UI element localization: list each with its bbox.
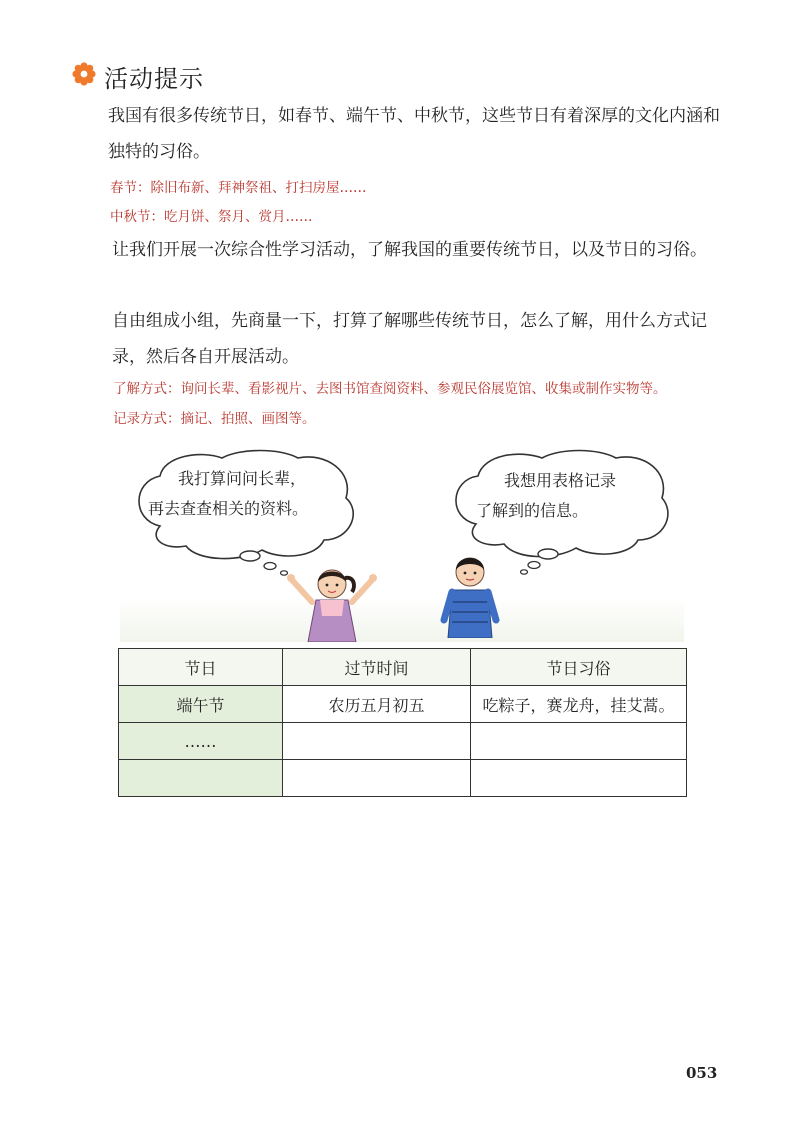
table-cell: 吃粽子，赛龙舟，挂艾蒿。	[471, 686, 687, 723]
festival-customs-table	[118, 648, 687, 797]
girl-thought-bubble	[130, 448, 360, 578]
spring-festival-hint: 春节：除旧布新、拜神祭祖、打扫房屋……	[110, 180, 367, 196]
header-time: 过节时间	[283, 649, 471, 686]
section-heading	[72, 60, 204, 92]
table-row	[119, 723, 687, 760]
girl-illustration	[282, 560, 382, 642]
girl-bubble-line-1: 我打算问问长辈，	[178, 469, 307, 488]
header-customs: 节日习俗	[471, 649, 687, 686]
group-paragraph: 自由组成小组，先商量一下，打算了解哪些传统节日，怎么了解，用什么方式记录，然后各自开展活动。	[112, 311, 707, 367]
records-hint: 记录方式：摘记、拍照、画图等。	[113, 411, 316, 427]
table-cell	[119, 760, 283, 797]
table-header-row	[119, 649, 687, 686]
table-cell: 农历五月初五	[283, 686, 471, 723]
table-cell: ……	[119, 723, 283, 760]
table-cell: 端午节	[119, 686, 283, 723]
table-row	[119, 686, 687, 723]
section-title: 活动提示	[104, 64, 204, 93]
table-cell	[283, 760, 471, 797]
boy-illustration	[440, 548, 500, 638]
page-number: 053	[686, 1064, 718, 1082]
midautumn-festival-hint: 中秋节：吃月饼、祭月、赏月……	[110, 209, 313, 225]
table-header-strip	[120, 598, 684, 642]
table-cell	[471, 760, 687, 797]
intro-paragraph: 我国有很多传统节日，如春节、端午节、中秋节，这些节日有着深厚的文化内涵和独特的习俗。	[108, 106, 720, 162]
methods-hint: 了解方式：询问长辈、看影视片、去图书馆查阅资料、参观民俗展览馆、收集或制作实物等。	[113, 381, 667, 397]
table-cell	[283, 723, 471, 760]
boy-bubble-line-1: 我想用表格记录	[504, 471, 617, 490]
girl-bubble-line-2: 再去查查相关的资料。	[148, 499, 309, 518]
table-row	[119, 760, 687, 797]
boy-bubble-line-2: 了解到的信息。	[476, 501, 589, 520]
gear-flower-icon	[72, 62, 96, 90]
header-festival: 节日	[119, 649, 283, 686]
table-cell	[471, 723, 687, 760]
activity-paragraph: 让我们开展一次综合性学习活动，了解我国的重要传统节日，以及节日的习俗。	[112, 240, 707, 260]
